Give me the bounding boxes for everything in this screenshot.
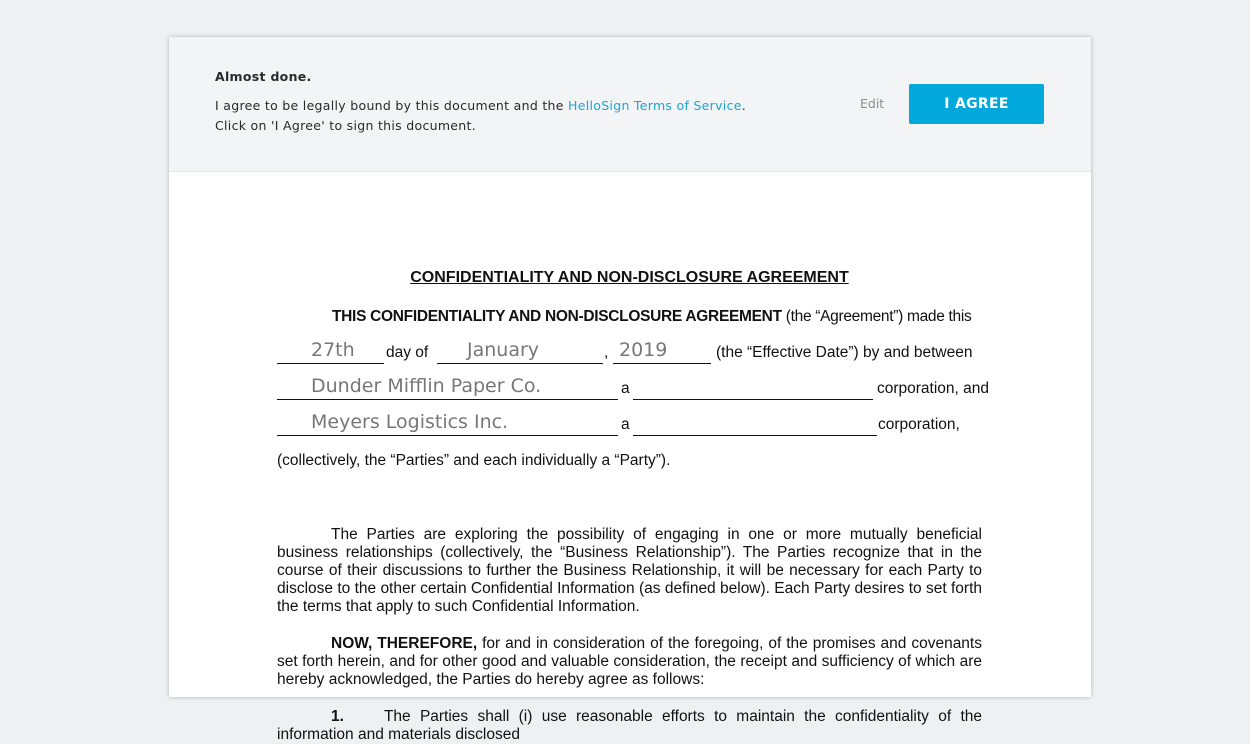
party2-state-field[interactable] bbox=[633, 411, 877, 436]
document-page bbox=[169, 37, 1091, 743]
clause-1-number: 1. bbox=[331, 708, 344, 725]
banner-title: Almost done. bbox=[215, 69, 312, 84]
agreement-period: . bbox=[741, 98, 747, 113]
month-field[interactable]: January bbox=[437, 339, 603, 364]
party1-name-field[interactable]: Dunder Mifflin Paper Co. bbox=[277, 375, 618, 400]
date-line bbox=[277, 339, 982, 364]
edit-link[interactable]: Edit bbox=[860, 96, 885, 111]
now-therefore-bold: NOW, THEREFORE, bbox=[331, 635, 478, 652]
sign-instruction: Click on 'I Agree' to sign this document. bbox=[215, 118, 476, 133]
party1-state-field[interactable] bbox=[633, 375, 873, 400]
day-of-text: day of bbox=[386, 344, 429, 361]
clause-1: 1. The Parties shall (i) use reasonable efforts to maintain the confidentiality of the information and materials disclosed bbox=[277, 708, 982, 743]
collectively-line bbox=[277, 450, 982, 472]
year-field[interactable]: 2019 bbox=[613, 339, 711, 364]
party2-line bbox=[277, 411, 982, 436]
agreement-text: I agree to be legally bound by this document and the bbox=[215, 98, 569, 113]
party2-name-field[interactable]: Meyers Logistics Inc. bbox=[277, 411, 618, 436]
terms-of-service-link[interactable]: HelloSign Terms of Service bbox=[568, 98, 742, 113]
effective-date-text: (the “Effective Date”) by and between bbox=[716, 344, 973, 361]
corporation-text: corporation, bbox=[878, 416, 960, 433]
collectively-text: (collectively, the “Parties” and each individually a “Party”). bbox=[277, 452, 671, 469]
signing-banner bbox=[169, 37, 1091, 172]
comma: , bbox=[604, 344, 609, 361]
agreement-statement bbox=[215, 98, 746, 113]
now-therefore-paragraph: NOW, THEREFORE, for and in consideration of the foregoing, of the promises and covenants set forth herein, and for other good and valuable consideration, the receipt and sufficiency of which are hereby acknowledged, the Parties do hereby agree as follows: bbox=[277, 635, 982, 688]
day-field[interactable]: 27th bbox=[277, 339, 384, 364]
intro-rest: (the “Agreement”) made this bbox=[785, 308, 972, 325]
party2-a: a bbox=[621, 416, 630, 433]
intro-line bbox=[277, 306, 982, 328]
document-title: CONFIDENTIALITY AND NON-DISCLOSURE AGREEMENT bbox=[410, 269, 849, 286]
intro-bold: THIS CONFIDENTIALITY AND NON-DISCLOSURE AGREEMENT bbox=[332, 308, 782, 325]
corporation-and-text: corporation, and bbox=[877, 380, 990, 397]
party1-a: a bbox=[621, 380, 630, 397]
party1-line bbox=[277, 375, 990, 400]
i-agree-button[interactable]: I AGREE bbox=[909, 84, 1044, 124]
recital-paragraph: The Parties are exploring the possibility of engaging in one or more mutually beneficial business relationships (collectively, the “Business Relationship”). The Parties recognize that in the course of their discussions to further the Business Relationship, it will be necessary for each Party to disclose to the other certain Confidential Information (as defined below). Each Party desires to set forth the terms that apply to such Confidential Information. bbox=[277, 526, 982, 615]
